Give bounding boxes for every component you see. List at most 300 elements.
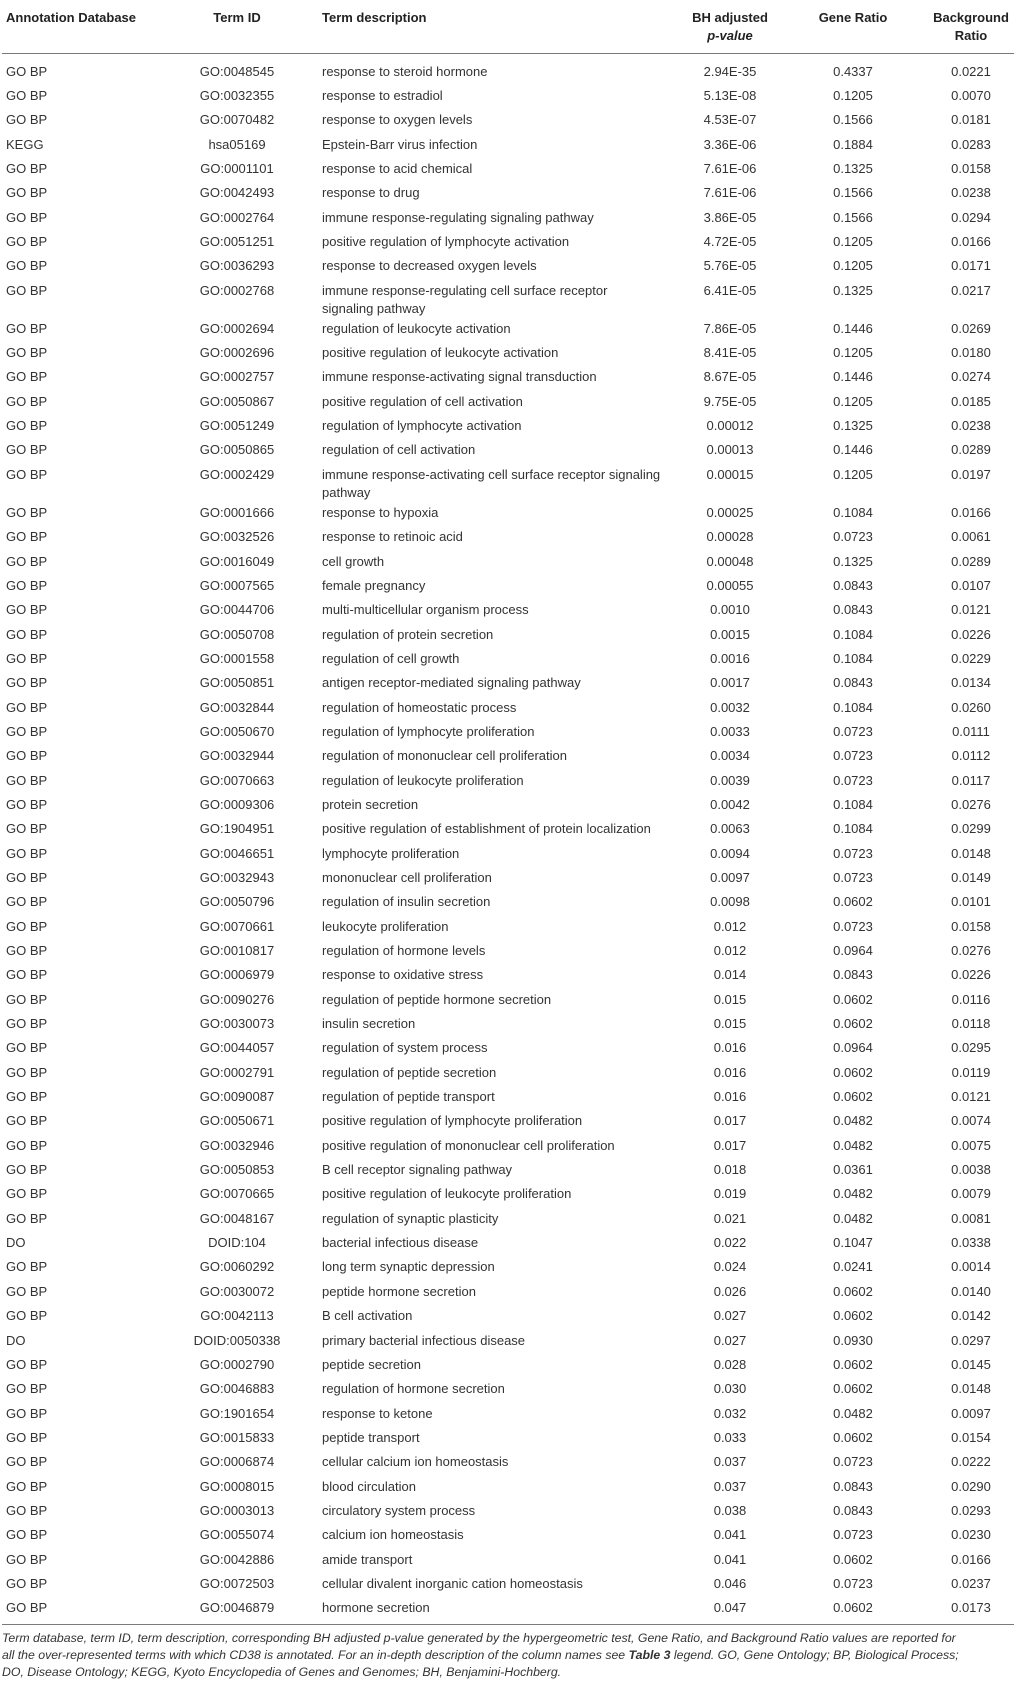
cell-background-ratio: 0.0276 xyxy=(951,943,991,958)
table-row xyxy=(2,54,1014,86)
cell-description: response to oxidative stress xyxy=(322,967,484,983)
table-row xyxy=(2,1378,1014,1402)
table-row xyxy=(2,1573,1014,1597)
cell-gene-ratio: 0.1325 xyxy=(833,161,873,177)
cell-pvalue: 0.0097 xyxy=(710,869,750,885)
cell-pvalue: 8.41E-05 xyxy=(703,345,757,361)
cell-gene-ratio: 0.1205 xyxy=(833,88,873,103)
cell-term-id: GO:0032844 xyxy=(199,699,275,715)
cell-database: GO BP xyxy=(6,1527,48,1543)
cell-background-ratio: 0.0107 xyxy=(951,577,991,593)
cell-background-ratio: 0.0217 xyxy=(951,282,991,298)
cell-pvalue: 0.047 xyxy=(666,1597,794,1624)
cell-description: calcium ion homeostasis xyxy=(322,1527,464,1543)
cell-background-ratio: 0.0014 xyxy=(951,1259,991,1275)
cell-description: protein secretion xyxy=(322,796,419,812)
cell-term-id: GO:0051249 xyxy=(199,418,275,434)
cell-background-ratio: 0.0079 xyxy=(951,1186,991,1202)
cell-background-ratio: 0.0158 xyxy=(951,918,991,934)
cell-term-id: hsa05169 xyxy=(208,136,266,152)
cell-term-id: GO:0003013 xyxy=(199,1502,275,1518)
cell-database: GO BP xyxy=(6,504,48,520)
cell-description: cellular divalent inorganic cation homeostasis xyxy=(322,1575,583,1591)
cell-gene-ratio: 0.1047 xyxy=(833,1235,873,1251)
cell-term-id: GO:0050708 xyxy=(199,626,275,642)
cell-term-id: GO:0002764 xyxy=(199,209,275,225)
table-row xyxy=(2,1135,1014,1159)
cell-database: GO BP xyxy=(6,1454,48,1470)
cell-pvalue: 7.61E-06 xyxy=(703,185,757,201)
table-row xyxy=(2,818,1014,842)
cell-term-id: GO:0032944 xyxy=(199,748,275,764)
cell-background-ratio: 0.0181 xyxy=(951,112,991,128)
table-row xyxy=(2,1281,1014,1305)
cell-term-id: GO:0030072 xyxy=(199,1283,275,1299)
cell-term-id: GO:0070665 xyxy=(199,1186,275,1202)
cell-description: antigen receptor-mediated signaling pathway xyxy=(322,675,581,691)
table-row xyxy=(2,439,1014,463)
cell-description: regulation of system process xyxy=(322,1040,488,1056)
cell-description: B cell receptor signaling pathway xyxy=(322,1162,513,1178)
cell-database: GO BP xyxy=(6,1089,48,1105)
table-row xyxy=(2,672,1014,696)
table-row xyxy=(2,1110,1014,1134)
table-row xyxy=(2,1037,1014,1061)
cell-database: GO BP xyxy=(6,1113,48,1129)
cell-database: GO BP xyxy=(6,1186,48,1202)
table-row xyxy=(2,502,1014,526)
cell-term-id: GO:0050671 xyxy=(199,1113,275,1129)
cell-gene-ratio: 0.0723 xyxy=(833,845,873,861)
cell-database: GO BP xyxy=(6,943,48,958)
cell-background-ratio: 0.0075 xyxy=(951,1137,991,1153)
cell-gene-ratio: 0.1566 xyxy=(833,112,873,128)
table-row xyxy=(2,1256,1014,1280)
cell-database: GO BP xyxy=(6,602,48,618)
cell-database: GO BP xyxy=(6,845,48,861)
cell-gene-ratio: 0.0723 xyxy=(833,869,873,885)
cell-gene-ratio: 0.0602 xyxy=(833,991,873,1007)
table-row xyxy=(2,134,1014,158)
header-pvalue-line1: BH adjusted xyxy=(692,10,768,25)
cell-gene-ratio: 0.0602 xyxy=(833,1381,873,1397)
cell-term-id: GO:0032943 xyxy=(199,869,275,885)
cell-term-id: GO:0070663 xyxy=(199,772,275,788)
cell-gene-ratio: 0.1084 xyxy=(833,650,873,666)
cell-description: response to drug xyxy=(322,185,420,201)
cell-description: multi-multicellular organism process xyxy=(322,602,529,618)
cell-database: GO BP xyxy=(6,529,48,545)
header-pvalue-line2: p-value xyxy=(707,28,753,43)
table-row xyxy=(2,1208,1014,1232)
cell-term-id: GO:0036293 xyxy=(199,258,275,274)
cell-gene-ratio: 0.0723 xyxy=(833,1575,873,1591)
table-row xyxy=(2,697,1014,721)
header-row xyxy=(2,0,1014,54)
cell-gene-ratio: 0.0482 xyxy=(833,1210,873,1226)
cell-pvalue: 0.016 xyxy=(713,1064,747,1080)
cell-database: GO BP xyxy=(6,1210,48,1226)
cell-background-ratio: 0.0294 xyxy=(951,209,991,225)
table-row xyxy=(2,575,1014,599)
cell-term-id: GO:0042886 xyxy=(199,1551,275,1567)
cell-description: regulation of peptide transport xyxy=(322,1089,495,1105)
cell-term-id: GO:0072503 xyxy=(199,1575,275,1591)
cell-description: regulation of leukocyte activation xyxy=(322,320,511,336)
cell-term-id: GO:0070482 xyxy=(199,112,275,128)
cell-pvalue: 0.0017 xyxy=(710,675,750,691)
cell-pvalue: 0.00025 xyxy=(706,504,754,520)
cell-description: regulation of insulin secretion xyxy=(322,894,491,910)
cell-description: regulation of protein secretion xyxy=(322,626,494,642)
cell-background-ratio: 0.0293 xyxy=(951,1502,991,1518)
table-row xyxy=(2,1086,1014,1110)
cell-background-ratio: 0.0149 xyxy=(951,869,991,885)
cell-background-ratio: 0.0283 xyxy=(951,136,991,152)
cell-database: GO BP xyxy=(6,1429,48,1445)
table-row xyxy=(2,1330,1014,1354)
enrichment-table xyxy=(2,0,1014,1625)
cell-description: blood circulation xyxy=(322,1478,416,1494)
cell-gene-ratio: 0.0482 xyxy=(833,1186,873,1202)
cell-pvalue: 0.015 xyxy=(713,1016,747,1032)
cell-pvalue: 0.017 xyxy=(713,1113,747,1129)
cell-term-id: GO:0001558 xyxy=(199,650,275,666)
cell-description: immune response-activating signal transduction xyxy=(322,369,597,385)
cell-database: GO BP xyxy=(6,466,48,482)
cell-background-ratio: 0.0173 xyxy=(912,1597,1014,1624)
cell-database: GO BP xyxy=(6,553,48,569)
cell-gene-ratio: 0.1205 xyxy=(833,234,873,250)
cell-gene-ratio: 0.1884 xyxy=(833,136,873,152)
cell-background-ratio: 0.0097 xyxy=(951,1405,991,1421)
cell-background-ratio: 0.0140 xyxy=(951,1283,991,1299)
cell-database: GO BP xyxy=(6,418,48,434)
cell-background-ratio: 0.0154 xyxy=(951,1429,991,1445)
cell-term-id: GO:0042113 xyxy=(200,1308,274,1324)
cell-database: GO BP xyxy=(6,393,48,409)
cell-background-ratio: 0.0269 xyxy=(951,320,991,336)
table-row xyxy=(2,255,1014,279)
cell-pvalue: 9.75E-05 xyxy=(703,393,757,409)
cell-background-ratio: 0.0185 xyxy=(951,393,991,409)
cell-database: GO BP xyxy=(6,209,48,225)
cell-term-id: GO:0050670 xyxy=(199,723,275,739)
table-row xyxy=(2,526,1014,550)
table-row xyxy=(2,1013,1014,1037)
cell-pvalue: 3.86E-05 xyxy=(703,209,757,225)
cell-background-ratio: 0.0166 xyxy=(951,234,991,250)
cell-gene-ratio: 0.0843 xyxy=(833,1478,873,1494)
cell-database: GO BP xyxy=(6,161,48,177)
cell-description: mononuclear cell proliferation xyxy=(322,869,492,885)
table-row xyxy=(2,891,1014,915)
header-pvalue xyxy=(666,0,794,54)
cell-gene-ratio: 0.0602 xyxy=(833,1429,873,1445)
cell-pvalue: 0.0010 xyxy=(710,602,750,618)
cell-pvalue: 0.022 xyxy=(713,1235,747,1251)
cell-database: GO BP xyxy=(6,675,48,691)
caption-text-end: legend. GO, Gene Ontology; BP, Biological Process; DO, Disease Ontology; KEGG, Kyoto Encyclopedia of Genes and Genomes; BH, Benjamini-Hochberg. xyxy=(2,1647,959,1679)
table-row xyxy=(2,1062,1014,1086)
cell-gene-ratio: 0.1084 xyxy=(833,504,873,520)
cell-database: GO BP xyxy=(6,282,48,298)
cell-database: GO BP xyxy=(6,369,48,385)
cell-description: female pregnancy xyxy=(322,577,426,593)
cell-term-id: GO:0046651 xyxy=(199,845,275,861)
caption-text: Term database, term ID, term description, corresponding BH adjusted p-value generated by the hypergeometric test, Gene Ratio, and Background Ratio values are reported for all the over-represented terms with which CD38 is annotated. For an in-depth description of the column names see xyxy=(2,1630,956,1662)
table-row xyxy=(2,1476,1014,1500)
cell-background-ratio: 0.0121 xyxy=(951,602,991,618)
cell-database: GO BP xyxy=(6,234,48,250)
cell-description: peptide secretion xyxy=(322,1356,422,1372)
cell-description: regulation of hormone secretion xyxy=(322,1381,505,1397)
cell-gene-ratio: 0.0843 xyxy=(833,602,873,618)
cell-gene-ratio: 0.0602 xyxy=(833,1356,873,1372)
cell-background-ratio: 0.0111 xyxy=(952,723,990,739)
cell-gene-ratio: 0.0482 xyxy=(833,1405,873,1421)
cell-pvalue: 0.0098 xyxy=(710,894,750,910)
table-row xyxy=(2,989,1014,1013)
cell-database: GO BP xyxy=(6,185,48,201)
cell-term-id: GO:0002757 xyxy=(199,369,275,385)
cell-database: GO BP xyxy=(6,723,48,739)
cell-background-ratio: 0.0070 xyxy=(951,88,991,103)
cell-description: regulation of hormone levels xyxy=(322,943,486,958)
cell-term-id: GO:0050796 xyxy=(199,894,275,910)
cell-term-id: GO:1904951 xyxy=(199,821,275,837)
cell-term-id: GO:0044057 xyxy=(199,1040,275,1056)
cell-pvalue: 0.00055 xyxy=(706,577,754,593)
cell-background-ratio: 0.0121 xyxy=(951,1089,991,1105)
table-row xyxy=(2,964,1014,988)
table-row xyxy=(2,1305,1014,1329)
cell-gene-ratio: 0.1205 xyxy=(833,393,873,409)
table-row xyxy=(2,648,1014,672)
cell-gene-ratio: 0.0723 xyxy=(833,918,873,934)
table-row xyxy=(2,464,1014,502)
table-row xyxy=(2,1159,1014,1183)
cell-term-id: GO:0002429 xyxy=(199,466,275,482)
table-row xyxy=(2,207,1014,231)
cell-database: GO BP xyxy=(6,112,48,128)
table-row xyxy=(2,415,1014,439)
cell-database: GO BP xyxy=(6,626,48,642)
cell-description: regulation of peptide hormone secretion xyxy=(322,991,552,1007)
cell-description: positive regulation of lymphocyte proliferation xyxy=(322,1113,583,1129)
table-row xyxy=(2,721,1014,745)
cell-term-id: GO:0015833 xyxy=(199,1429,275,1445)
cell-pvalue: 7.61E-06 xyxy=(703,161,757,177)
cell-pvalue: 0.012 xyxy=(713,918,747,934)
table-header xyxy=(2,0,1014,54)
header-background-line1: Background xyxy=(933,10,1009,25)
cell-database: GO BP xyxy=(6,991,48,1007)
cell-background-ratio: 0.0290 xyxy=(951,1478,991,1494)
cell-background-ratio: 0.0145 xyxy=(951,1356,991,1372)
cell-database: GO BP xyxy=(6,1137,48,1153)
cell-gene-ratio: 0.0602 xyxy=(833,1016,873,1032)
cell-term-id: GO:0006874 xyxy=(199,1454,275,1470)
cell-database: GO BP xyxy=(6,1575,48,1591)
header-term-id: Term ID xyxy=(168,0,306,54)
cell-background-ratio: 0.0148 xyxy=(951,1381,991,1397)
table-row xyxy=(2,109,1014,133)
cell-term-id: GO:0001666 xyxy=(199,504,275,520)
cell-background-ratio: 0.0299 xyxy=(951,821,991,837)
cell-term-id: GO:0046879 xyxy=(168,1597,306,1624)
cell-database: GO BP xyxy=(6,1283,48,1299)
cell-term-id: GO:0060292 xyxy=(199,1259,275,1275)
cell-description: long term synaptic depression xyxy=(322,1259,495,1275)
cell-database: GO BP xyxy=(6,442,48,458)
cell-term-id: GO:0055074 xyxy=(199,1527,275,1543)
cell-pvalue: 0.037 xyxy=(713,1478,747,1494)
cell-description: response to retinoic acid xyxy=(322,529,463,545)
cell-gene-ratio: 0.1084 xyxy=(833,821,873,837)
cell-description: response to ketone xyxy=(322,1405,433,1421)
cell-gene-ratio: 0.0843 xyxy=(833,1502,873,1518)
cell-description: regulation of lymphocyte activation xyxy=(322,418,522,434)
cell-pvalue: 0.027 xyxy=(713,1308,747,1324)
cell-description: circulatory system process xyxy=(322,1502,476,1518)
cell-database: GO BP xyxy=(6,796,48,812)
cell-database: GO BP xyxy=(6,967,48,983)
cell-gene-ratio: 0.0602 xyxy=(833,1308,873,1324)
cell-gene-ratio: 0.0843 xyxy=(833,577,873,593)
cell-term-id: GO:1901654 xyxy=(199,1405,275,1421)
cell-gene-ratio: 0.1446 xyxy=(833,320,873,336)
cell-description: positive regulation of leukocyte proliferation xyxy=(322,1186,572,1202)
table-row xyxy=(2,843,1014,867)
cell-background-ratio: 0.0180 xyxy=(951,345,991,361)
header-description: Term description xyxy=(306,0,666,54)
cell-pvalue: 0.041 xyxy=(713,1551,747,1567)
cell-pvalue: 3.36E-06 xyxy=(703,136,757,152)
cell-pvalue: 0.016 xyxy=(713,1040,747,1056)
table-body xyxy=(2,54,1014,1625)
table-row xyxy=(2,916,1014,940)
cell-gene-ratio: 0.0482 xyxy=(833,1113,873,1129)
cell-background-ratio: 0.0158 xyxy=(951,161,991,177)
cell-gene-ratio: 0.0602 xyxy=(833,894,873,910)
cell-term-id: GO:0030073 xyxy=(199,1016,275,1032)
cell-background-ratio: 0.0289 xyxy=(951,442,991,458)
cell-background-ratio: 0.0289 xyxy=(951,553,991,569)
cell-pvalue: 0.0015 xyxy=(710,626,750,642)
cell-description: regulation of cell growth xyxy=(322,650,460,666)
cell-gene-ratio: 0.1446 xyxy=(833,442,873,458)
cell-term-id: GO:0048167 xyxy=(199,1210,275,1226)
cell-term-id: GO:0016049 xyxy=(199,553,275,569)
cell-pvalue: 8.67E-05 xyxy=(703,369,757,385)
table-row xyxy=(2,1403,1014,1427)
cell-term-id: GO:0001101 xyxy=(200,161,274,177)
cell-description: Epstein-Barr virus infection xyxy=(322,136,478,152)
cell-description: immune response-regulating cell surface receptor signaling pathway xyxy=(322,282,608,316)
table-row xyxy=(2,1549,1014,1573)
cell-term-id: GO:0090276 xyxy=(199,991,275,1007)
cell-gene-ratio: 0.1084 xyxy=(833,626,873,642)
cell-pvalue: 0.038 xyxy=(713,1502,747,1518)
cell-database: GO BP xyxy=(6,748,48,764)
cell-gene-ratio: 0.0723 xyxy=(833,529,873,545)
cell-description: regulation of peptide secretion xyxy=(322,1064,497,1080)
cell-term-id: GO:0032946 xyxy=(199,1137,275,1153)
cell-background-ratio: 0.0274 xyxy=(951,369,991,385)
cell-background-ratio: 0.0166 xyxy=(951,504,991,520)
cell-term-id: GO:0050865 xyxy=(199,442,275,458)
cell-term-id: GO:0002694 xyxy=(199,320,275,336)
cell-gene-ratio: 0.1084 xyxy=(833,796,873,812)
table-row xyxy=(2,366,1014,390)
cell-term-id: GO:0050867 xyxy=(199,393,275,409)
cell-pvalue: 0.0016 xyxy=(710,650,750,666)
cell-description: positive regulation of leukocyte activation xyxy=(322,345,559,361)
cell-term-id: GO:0002768 xyxy=(199,282,275,298)
cell-database: DO xyxy=(6,1332,26,1348)
cell-background-ratio: 0.0171 xyxy=(951,258,991,274)
table-row xyxy=(2,280,1014,318)
table-row xyxy=(2,770,1014,794)
cell-description: response to oxygen levels xyxy=(322,112,473,128)
cell-background-ratio: 0.0118 xyxy=(951,1016,991,1032)
cell-pvalue: 6.41E-05 xyxy=(703,282,757,298)
cell-background-ratio: 0.0222 xyxy=(951,1454,991,1470)
cell-term-id: GO:0070661 xyxy=(199,918,275,934)
cell-background-ratio: 0.0197 xyxy=(951,466,991,482)
cell-gene-ratio: 0.0843 xyxy=(833,675,873,691)
cell-term-id: GO:0048545 xyxy=(199,64,275,79)
cell-term-id: GO:0002790 xyxy=(199,1356,275,1372)
cell-background-ratio: 0.0226 xyxy=(951,967,991,983)
cell-pvalue: 0.028 xyxy=(713,1356,747,1372)
header-gene-ratio: Gene Ratio xyxy=(794,0,912,54)
cell-database: GO BP xyxy=(6,1405,48,1421)
cell-description: immune response-regulating signaling pathway xyxy=(322,209,594,225)
cell-description: B cell activation xyxy=(322,1308,413,1324)
cell-description: response to decreased oxygen levels xyxy=(322,258,537,274)
table-row xyxy=(2,1500,1014,1524)
cell-background-ratio: 0.0260 xyxy=(951,699,991,715)
cell-description: regulation of homeostatic process xyxy=(322,699,517,715)
cell-gene-ratio: 0.4337 xyxy=(833,64,873,79)
cell-term-id: GO:0044706 xyxy=(199,602,275,618)
cell-term-id: DOID:104 xyxy=(208,1235,266,1251)
cell-background-ratio: 0.0101 xyxy=(951,894,991,910)
table-row xyxy=(2,1524,1014,1548)
cell-description: positive regulation of lymphocyte activation xyxy=(322,234,570,250)
cell-gene-ratio: 0.0964 xyxy=(833,943,873,958)
cell-term-id: GO:0090087 xyxy=(199,1089,275,1105)
cell-background-ratio: 0.0081 xyxy=(951,1210,991,1226)
cell-database: GO BP xyxy=(6,1551,48,1567)
cell-description: regulation of leukocyte proliferation xyxy=(322,772,524,788)
cell-gene-ratio: 0.0602 xyxy=(794,1597,912,1624)
header-database: Annotation Database xyxy=(2,0,168,54)
cell-description: leukocyte proliferation xyxy=(322,918,449,934)
cell-pvalue: 5.76E-05 xyxy=(703,258,757,274)
cell-gene-ratio: 0.1205 xyxy=(833,466,873,482)
cell-pvalue: 0.017 xyxy=(713,1137,747,1153)
cell-gene-ratio: 0.1446 xyxy=(833,369,873,385)
cell-pvalue: 0.00048 xyxy=(706,553,754,569)
cell-description: bacterial infectious disease xyxy=(322,1235,479,1251)
cell-database: GO BP xyxy=(6,821,48,837)
cell-description: cell growth xyxy=(322,553,385,569)
cell-database: GO BP xyxy=(6,1259,48,1275)
cell-pvalue: 0.0034 xyxy=(710,748,750,764)
